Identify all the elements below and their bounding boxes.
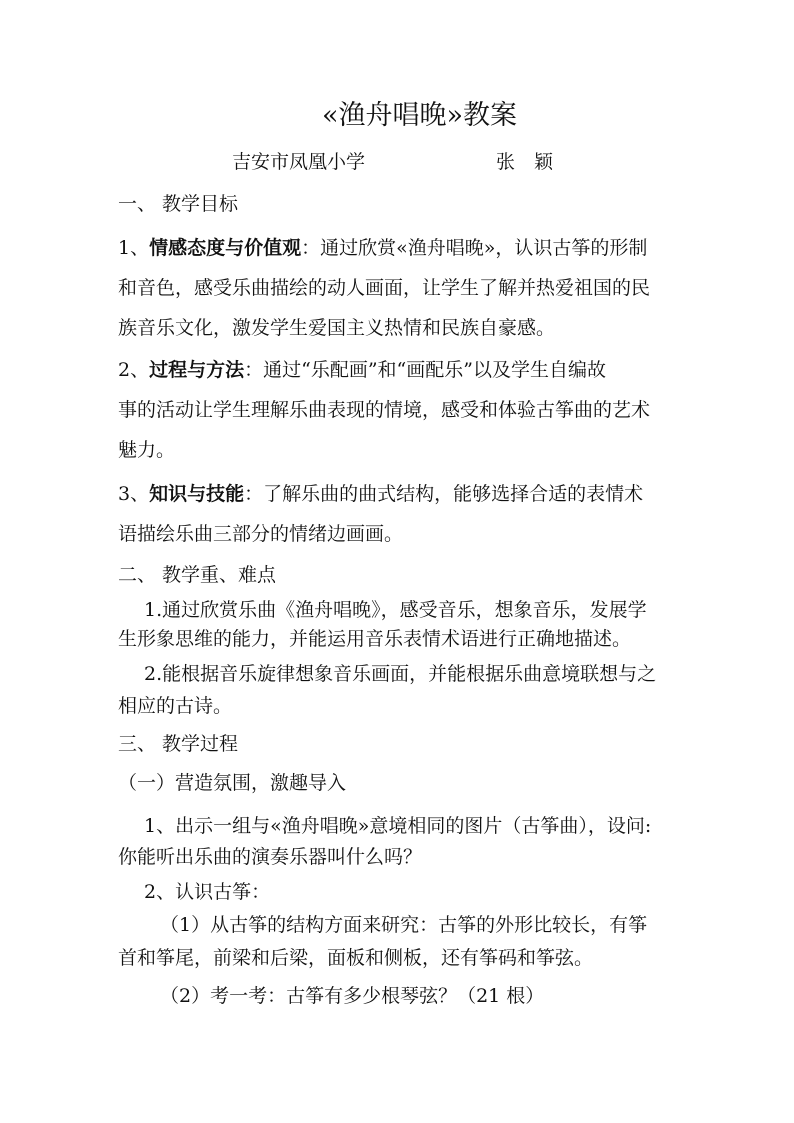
- objective-3-prefix: 3、: [118, 483, 150, 505]
- objective-2-line-1: [118, 358, 606, 382]
- objective-1-prefix: 1、: [118, 237, 150, 259]
- process-step-2b: （2）考一考：古筝有多少根琴弦？（21 根）: [160, 985, 545, 1007]
- objective-2-text: ：通过“乐配画”和“画配乐”以及学生自编故: [244, 359, 606, 381]
- process-step-1-line-2: 你能听出乐曲的演奏乐器叫什么吗？: [118, 846, 423, 868]
- objective-3-line-2: 语描绘乐曲三部分的情绪边画画。: [118, 523, 404, 545]
- section-heading-process: 三、 教学过程: [118, 733, 239, 755]
- school-name: 吉安市凤凰小学: [232, 151, 366, 173]
- section-heading-objectives: 一、 教学目标: [118, 193, 239, 215]
- process-step-2a-line-1: （1）从古筝的结构方面来研究：古筝的外形比较长，有筝: [160, 914, 648, 936]
- objective-1-line-2: 和音色，感受乐曲描绘的动人画面，让学生了解并热爱祖国的民: [118, 277, 651, 299]
- objective-3-label: 知识与技能: [149, 483, 245, 505]
- objective-1-line-1: [118, 236, 647, 260]
- process-step-1-line-1: 1、出示一组与«渔舟唱晚»意境相同的图片（古筝曲），设问:: [144, 815, 652, 837]
- process-step-2: 2、认识古筝：: [144, 881, 271, 903]
- objective-2-line-2: 事的活动让学生理解乐曲表现的情境，感受和体验古筝曲的艺术: [118, 399, 651, 421]
- page-title: «渔舟唱晚»教案: [322, 100, 518, 131]
- objective-3-line-1: [118, 482, 643, 506]
- objective-1-line-3: 族音乐文化，激发学生爱国主义热情和民族自豪感。: [118, 317, 556, 339]
- objective-3-text: ：了解乐曲的曲式结构，能够选择合适的表情术: [244, 483, 644, 505]
- author-name: 张 颖: [496, 151, 554, 173]
- objective-2-line-3: 魅力。: [118, 439, 176, 461]
- key-point-1-line-1: 1.通过欣赏乐曲《渔舟唱晚》，感受音乐，想象音乐，发展学: [144, 599, 647, 621]
- section-heading-key-points: 二、 教学重、难点: [118, 564, 277, 586]
- objective-2-prefix: 2、: [118, 359, 150, 381]
- objective-2-label: 过程与方法: [149, 359, 245, 381]
- key-point-2-line-2: 相应的古诗。: [118, 695, 233, 717]
- objective-1-label: 情感态度与价值观: [149, 237, 302, 259]
- key-point-1-line-2: 生形象思维的能力，并能运用音乐表情术语进行正确地描述。: [118, 628, 632, 650]
- key-point-2-line-1: 2.能根据音乐旋律想象音乐画面，并能根据乐曲意境联想与之: [144, 663, 657, 685]
- process-subheading-1: （一）营造氛围，激趣导入: [118, 772, 347, 794]
- objective-1-text: ：通过欣赏«渔舟唱晚»，认识古筝的形制: [301, 237, 648, 259]
- process-step-2a-line-2: 首和筝尾，前梁和后梁，面板和侧板，还有筝码和筝弦。: [118, 947, 594, 969]
